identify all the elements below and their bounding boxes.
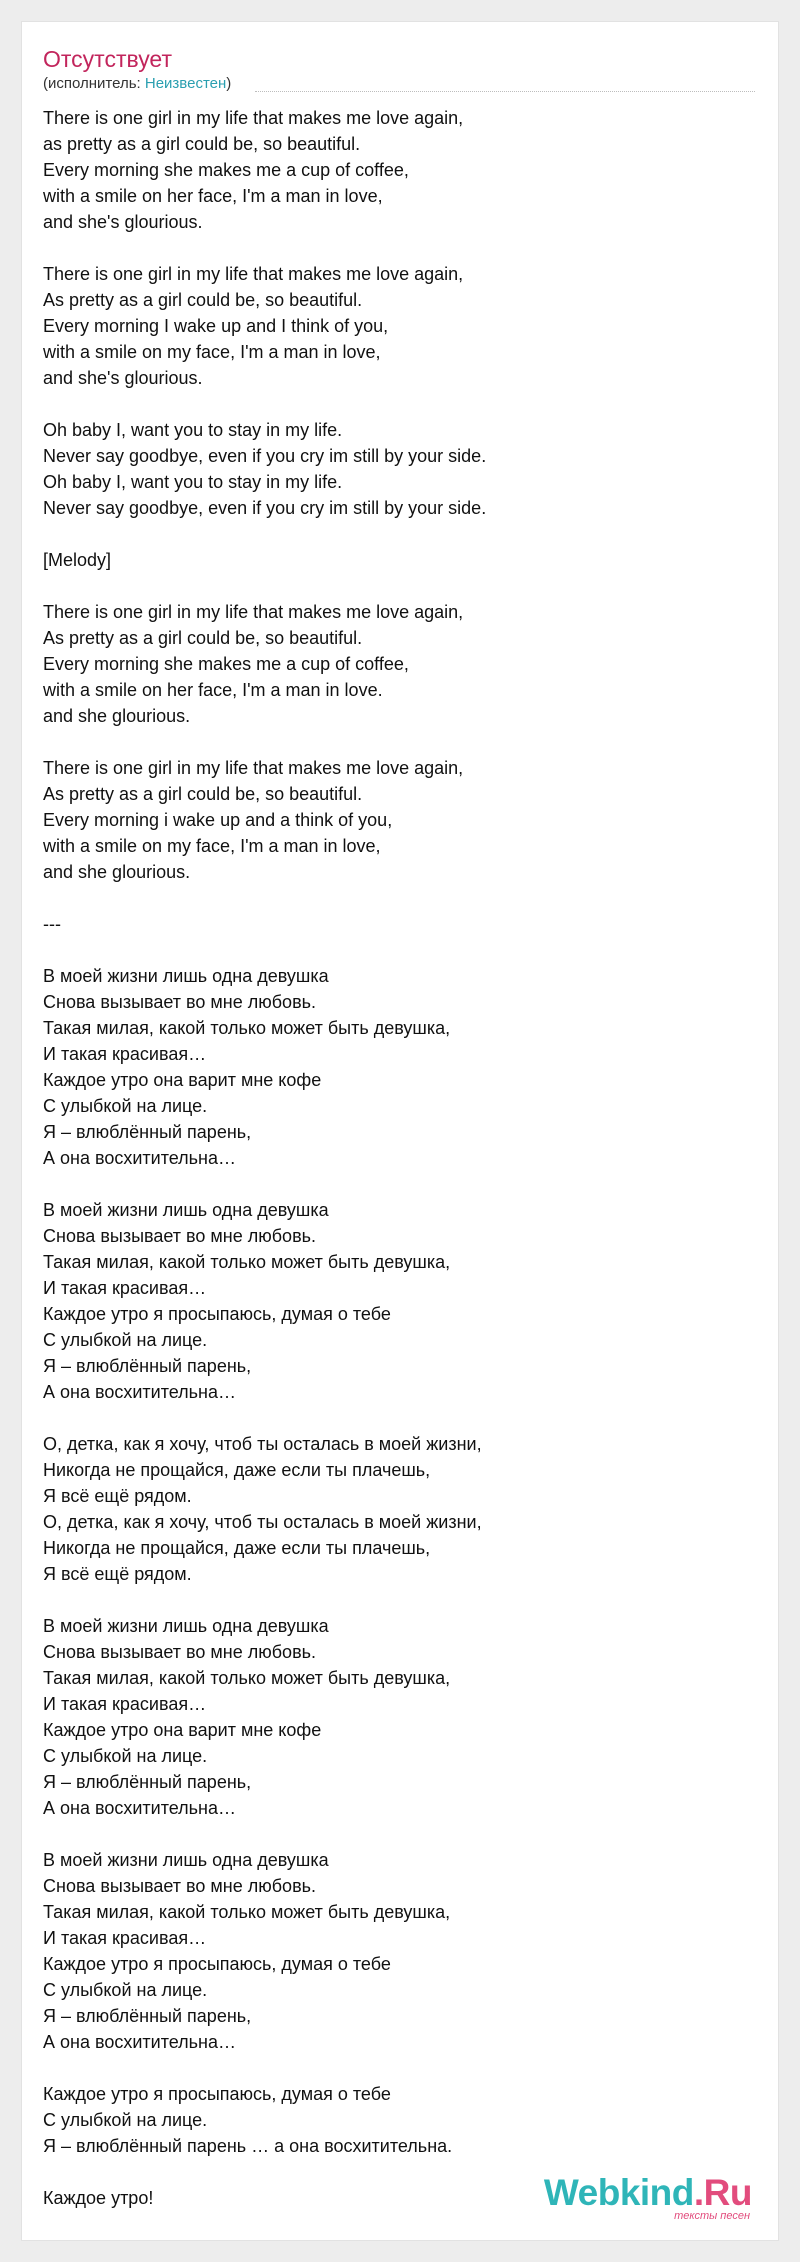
logo-part-webkind: Webkind <box>543 2172 694 2213</box>
lyric-line: Снова вызывает во мне любовь. <box>43 1876 317 1896</box>
lyric-line: with a smile on my face, I'm a man in love, <box>43 836 381 856</box>
lyric-line: There is one girl in my life that makes me love again, <box>43 602 464 622</box>
lyric-line: Каждое утро она варит мне кофе <box>43 1720 322 1740</box>
lyric-line: С улыбкой на лице. <box>43 2110 208 2130</box>
lyric-line: Такая милая, какой только может быть девушка, <box>43 1902 451 1922</box>
lyric-line: С улыбкой на лице. <box>43 1980 208 2000</box>
lyric-line: Такая милая, какой только может быть девушка, <box>43 1252 451 1272</box>
lyric-line: А она восхитительна… <box>43 1382 236 1402</box>
lyric-line: and she's glourious. <box>43 368 203 388</box>
lyric-line: С улыбкой на лице. <box>43 1330 208 1350</box>
stanza-break <box>43 1821 743 1847</box>
lyric-line: Oh baby I, want you to stay in my life. <box>43 420 343 440</box>
lyric-line: Oh baby I, want you to stay in my life. <box>43 472 343 492</box>
stanza-break <box>43 235 743 261</box>
lyrics-card <box>21 21 779 2241</box>
lyric-line: С улыбкой на лице. <box>43 1096 208 1116</box>
artist-suffix: ) <box>226 75 232 92</box>
stanza-break <box>43 1587 743 1613</box>
stanza-break <box>43 521 743 547</box>
lyric-line: as pretty as a girl could be, so beautiful. <box>43 134 361 154</box>
lyric-line: Every morning she makes me a cup of coffee, <box>43 160 409 180</box>
lyric-line: Никогда не прощайся, даже если ты плачешь, <box>43 1538 431 1558</box>
lyric-line: Каждое утро я просыпаюсь, думая о тебе <box>43 1954 391 1974</box>
stanza-break <box>43 573 743 599</box>
lyric-line: [Melody] <box>43 550 112 570</box>
lyric-line: И такая красивая… <box>43 1044 207 1064</box>
lyric-line: As pretty as a girl could be, so beautiful. <box>43 784 363 804</box>
stanza-break <box>43 729 743 755</box>
lyric-line: Каждое утро я просыпаюсь, думая о тебе <box>43 2084 391 2104</box>
logo-part-ru: .Ru <box>693 2172 752 2213</box>
logo-tagline: тексты песен <box>674 2210 750 2222</box>
header-divider <box>255 91 755 92</box>
lyric-line: Каждое утро я просыпаюсь, думая о тебе <box>43 1304 391 1324</box>
lyric-line: As pretty as a girl could be, so beautiful. <box>43 628 363 648</box>
lyric-line: Every morning she makes me a cup of coffee, <box>43 654 409 674</box>
lyric-line: Я – влюблённый парень, <box>43 1772 252 1792</box>
artist-line <box>43 74 231 94</box>
lyric-line: Снова вызывает во мне любовь. <box>43 1226 317 1246</box>
lyric-line: Я – влюблённый парень, <box>43 2006 252 2026</box>
lyric-line: Every morning i wake up and a think of you, <box>43 810 393 830</box>
lyric-line: В моей жизни лишь одна девушка <box>43 966 329 986</box>
lyric-line: Никогда не прощайся, даже если ты плачешь, <box>43 1460 431 1480</box>
lyrics-body <box>43 105 743 2211</box>
lyric-line: Я – влюблённый парень, <box>43 1122 252 1142</box>
lyric-line: А она восхитительна… <box>43 2032 236 2052</box>
lyric-line: Я всё ещё рядом. <box>43 1564 192 1584</box>
lyric-line: Каждое утро! <box>43 2188 154 2208</box>
stanza-break <box>43 1405 743 1431</box>
lyric-line: В моей жизни лишь одна девушка <box>43 1850 329 1870</box>
stanza-break <box>43 2055 743 2081</box>
lyric-line: There is one girl in my life that makes me love again, <box>43 108 464 128</box>
lyric-line: И такая красивая… <box>43 1694 207 1714</box>
lyric-line: И такая красивая… <box>43 1928 207 1948</box>
lyric-line: В моей жизни лишь одна девушка <box>43 1616 329 1636</box>
lyric-line: С улыбкой на лице. <box>43 1746 208 1766</box>
lyric-line: И такая красивая… <box>43 1278 207 1298</box>
artist-link[interactable]: Неизвестен <box>144 75 227 92</box>
lyric-line: with a smile on her face, I'm a man in love. <box>43 680 383 700</box>
logo-wordmark <box>544 2172 752 2214</box>
lyric-line: О, детка, как я хочу, чтоб ты осталась в моей жизни, <box>43 1512 482 1532</box>
stanza-break <box>43 885 743 911</box>
lyric-line: А она восхитительна… <box>43 1148 236 1168</box>
stanza-break <box>43 1171 743 1197</box>
lyric-line: --- <box>43 914 61 934</box>
webkind-logo[interactable] <box>543 2172 752 2224</box>
lyric-line: There is one girl in my life that makes me love again, <box>43 758 464 778</box>
artist-prefix: (исполнитель: <box>43 75 145 92</box>
lyric-line: Такая милая, какой только может быть девушка, <box>43 1668 451 1688</box>
lyric-line: Я всё ещё рядом. <box>43 1486 192 1506</box>
stanza-break <box>43 391 743 417</box>
lyric-line: and she glourious. <box>43 706 191 726</box>
lyric-line: with a smile on my face, I'm a man in love, <box>43 342 381 362</box>
lyric-line: О, детка, как я хочу, чтоб ты осталась в моей жизни, <box>43 1434 482 1454</box>
song-title: Отсутствует <box>43 46 172 72</box>
lyric-line: Я – влюблённый парень … а она восхитительна. <box>43 2136 453 2156</box>
lyric-line: and she's glourious. <box>43 212 203 232</box>
lyric-line: As pretty as a girl could be, so beautiful. <box>43 290 363 310</box>
lyric-line: А она восхитительна… <box>43 1798 236 1818</box>
lyric-line: Never say goodbye, even if you cry im still by your side. <box>43 446 487 466</box>
lyric-line: В моей жизни лишь одна девушка <box>43 1200 329 1220</box>
lyric-line: with a smile on her face, I'm a man in love, <box>43 186 383 206</box>
lyric-line: Снова вызывает во мне любовь. <box>43 1642 317 1662</box>
stanza-break <box>43 937 743 963</box>
lyric-line: Never say goodbye, even if you cry im still by your side. <box>43 498 487 518</box>
lyric-line: There is one girl in my life that makes me love again, <box>43 264 464 284</box>
lyric-line: Я – влюблённый парень, <box>43 1356 252 1376</box>
lyric-line: and she glourious. <box>43 862 191 882</box>
lyric-line: Every morning I wake up and I think of you, <box>43 316 389 336</box>
lyric-line: Снова вызывает во мне любовь. <box>43 992 317 1012</box>
lyric-line: Такая милая, какой только может быть девушка, <box>43 1018 451 1038</box>
lyric-line: Каждое утро она варит мне кофе <box>43 1070 322 1090</box>
